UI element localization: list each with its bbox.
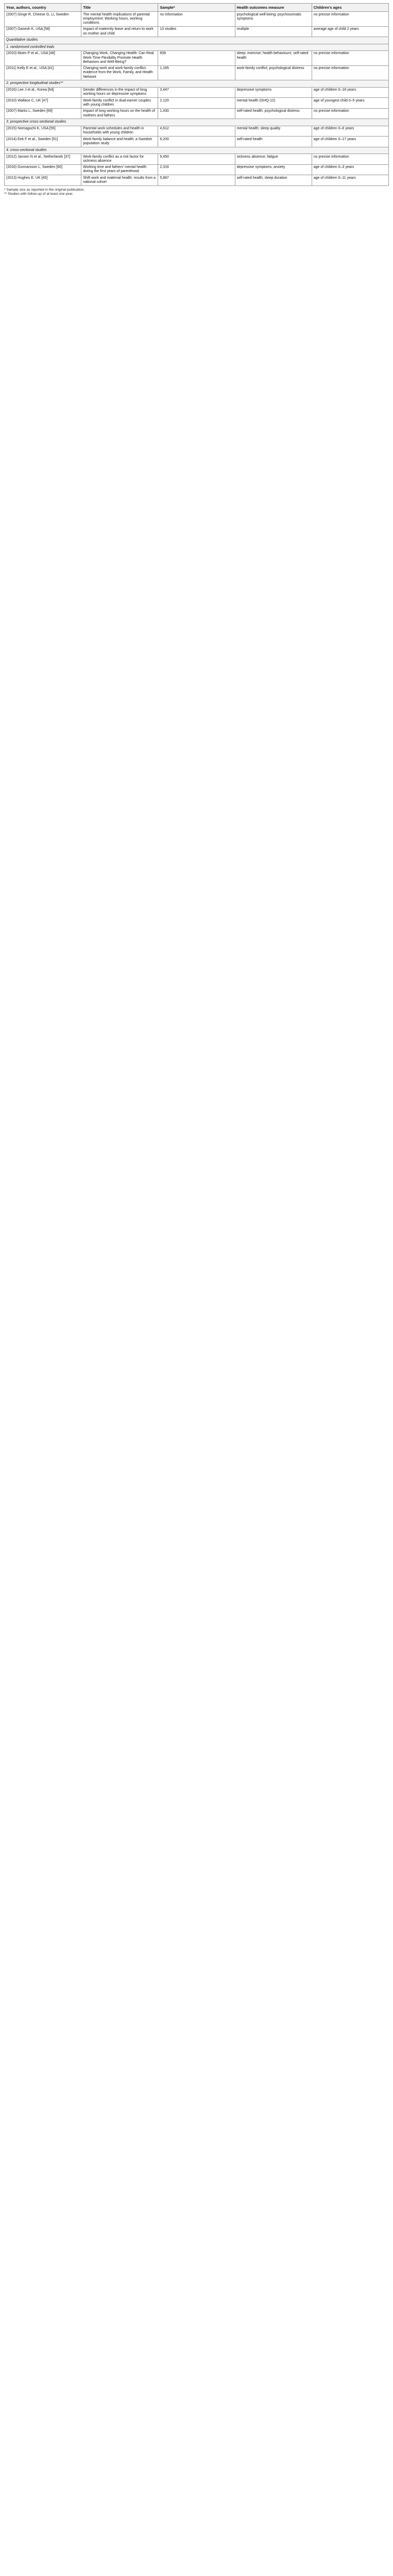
table-cell: Shift work and maternal health: results from a national cohort	[81, 175, 158, 186]
table-cell: 6,200	[158, 137, 235, 147]
table-cell: 9,450	[158, 154, 235, 164]
table-row	[5, 87, 389, 98]
table-row	[5, 12, 389, 27]
table-cell: age of youngest child 0–5 years	[312, 98, 388, 109]
table-cell: no precise information	[312, 108, 388, 119]
table-cell: no information	[158, 12, 235, 27]
table-cell: Parental work schedules and health in households with young children	[81, 126, 158, 137]
table-cell: work-family conflict; psychological distress	[235, 65, 312, 80]
table-cell: 2,316	[158, 164, 235, 175]
table-cell: age of children 0–3 years	[312, 164, 388, 175]
table-header	[5, 4, 389, 12]
table-cell: average age of child 2 years	[312, 26, 388, 37]
table-cell: 1,430	[158, 108, 235, 119]
table-cell: 4,612	[158, 126, 235, 137]
section-row	[5, 37, 389, 44]
table-row	[5, 108, 389, 119]
section-label: 3. prospective cross-sectional studies	[5, 119, 389, 126]
table-cell: mental health; sleep quality	[235, 126, 312, 137]
table-cell: self-rated health	[235, 137, 312, 147]
table-cell: Work-family conflict as a risk factor for sickness absence	[81, 154, 158, 164]
table-row	[5, 137, 389, 147]
table-cell: no precise information	[312, 154, 388, 164]
column-header: Health outcomes measure	[235, 4, 312, 12]
table-row	[5, 175, 389, 186]
table-cell: Work-family balance and health: a Swedish population study	[81, 137, 158, 147]
section-row	[5, 147, 389, 154]
table-cell: (2007) Ganesh K, USA [58]	[5, 26, 81, 37]
table-cell: Gender differences in the impact of long working hours on depressive symptoms	[81, 87, 158, 98]
table-cell: (2010) Wallace C, UK [47]	[5, 98, 81, 109]
table-cell: no precise information	[312, 12, 388, 27]
table-cell: depressive symptoms; anxiety	[235, 164, 312, 175]
table-cell: self-rated health; psychological distress	[235, 108, 312, 119]
table-cell: (2007) Marks L, Sweden [69]	[5, 108, 81, 119]
table-row	[5, 98, 389, 109]
table-row	[5, 50, 389, 65]
table-cell: age of children 0–17 years	[312, 137, 388, 147]
column-header: Sample*	[158, 4, 235, 12]
section-label: 4. cross-sectional studies	[5, 147, 389, 154]
table-cell: The mental health implications of parental employment: Working hours, working conditions	[81, 12, 158, 27]
table-cell: age of children 0–11 years	[312, 175, 388, 186]
section-label: 2. prospective longitudinal studies**	[5, 80, 389, 87]
table-cell: Impact of maternity leave and return to work on mother and child	[81, 26, 158, 37]
table-row	[5, 65, 389, 80]
section-row	[5, 119, 389, 126]
table-cell: psychological well-being; psychosomatic symptoms	[235, 12, 312, 27]
section-label: Quantitative studies	[5, 37, 389, 44]
table-cell: depressive symptoms	[235, 87, 312, 98]
table-cell: Work-family conflict in dual-earner couples with young children	[81, 98, 158, 109]
table-cell: self-rated health; sleep duration	[235, 175, 312, 186]
footnotes	[4, 188, 389, 196]
table-cell: multiple	[235, 26, 312, 37]
column-header: Year, authors, country	[5, 4, 81, 12]
studies-table	[4, 3, 389, 186]
table-cell: (2012) Jansen N et al., Netherlands [37]	[5, 154, 81, 164]
column-header: Children's ages	[312, 4, 388, 12]
table-cell: (2015) Nomaguchi K, USA [55]	[5, 126, 81, 137]
table-row	[5, 26, 389, 37]
table-cell: Working time and fathers' mental health during the first years of parenthood	[81, 164, 158, 175]
table-cell: 2,120	[158, 98, 235, 109]
table-cell: age of children 0–6 years	[312, 126, 388, 137]
table-cell: (2016) Lee J et al., Korea [64]	[5, 87, 81, 98]
table-cell: Changing Work, Changing Health: Can Real Work-Time Flexibility Promote Health Behaviors and Well-Being?	[81, 50, 158, 65]
table-cell: 3,447	[158, 87, 235, 98]
header-row	[5, 4, 389, 12]
table-cell: 1,165	[158, 65, 235, 80]
table-cell: (2007) Ginge R, Cheese G, Li, Sweden	[5, 12, 81, 27]
table-row	[5, 154, 389, 164]
table-cell: mental health (GHQ-12)	[235, 98, 312, 109]
table-cell: 608	[158, 50, 235, 65]
table-cell: sleep; exercise; health behaviours; self-rated health	[235, 50, 312, 65]
section-row	[5, 80, 389, 87]
table-cell: age of children 0–18 years	[312, 87, 388, 98]
table-cell: no precise information	[312, 50, 388, 65]
table-cell: Changing work and work-family conflict: evidence from the Work, Family, and Health Network	[81, 65, 158, 80]
table-cell: (2016) Gunnarsson L, Sweden [60]	[5, 164, 81, 175]
table-cell: sickness absence; fatigue	[235, 154, 312, 164]
table-cell: (2013) Hughes E, UK [45]	[5, 175, 81, 186]
section-label: 1. randomised controlled trials	[5, 44, 389, 50]
column-header: Title	[81, 4, 158, 12]
table-body	[5, 12, 389, 186]
document-page	[4, 3, 389, 196]
table-cell: 13 studies	[158, 26, 235, 37]
table-cell: (2014) Eek F et al., Sweden [51]	[5, 137, 81, 147]
footnote: ** Studies with follow-up of at least one year.	[4, 192, 74, 196]
section-row	[5, 44, 389, 50]
table-row	[5, 164, 389, 175]
table-cell: 5,887	[158, 175, 235, 186]
table-row	[5, 126, 389, 137]
table-cell: no precise information	[312, 65, 388, 80]
footnote: * Sample size as reported in the original publication.	[4, 188, 85, 192]
table-cell: (2011) Kelly E et al., USA [41]	[5, 65, 81, 80]
table-cell: Impact of long working hours on the health of mothers and fathers	[81, 108, 158, 119]
table-cell: (2010) Moen P et al., USA [48]	[5, 50, 81, 65]
